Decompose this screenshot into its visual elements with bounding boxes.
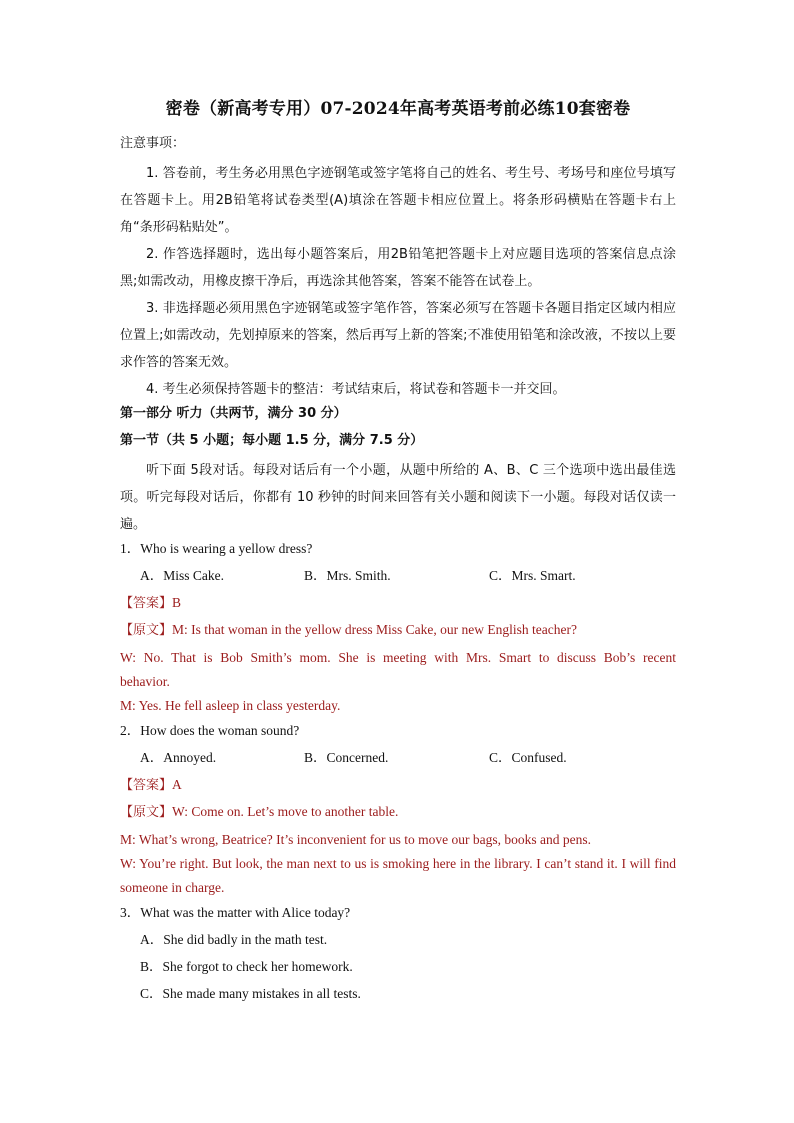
- question-options-1: [120, 565, 676, 592]
- transcript-label: 【原文】: [120, 805, 173, 820]
- option-c: C．Mrs. Smart.: [489, 568, 576, 583]
- part-heading: 第一部分 听力（共两节，满分 30 分）: [120, 406, 347, 421]
- question-stem-3: 3．What was the matter with Alice today?: [120, 905, 351, 920]
- option-b: B．Concerned.: [304, 750, 389, 765]
- note-item-2: 2. 作答选择题时，选出每小题答案后，用2B铅笔把答题卡上对应题目选项的答案信息点涂黑;如需改动，用橡皮擦干净后，再选涂其他答案，答案不能答在试卷上。: [120, 247, 676, 289]
- answer-label: 【答案】: [120, 596, 173, 611]
- listening-instructions: 听下面 5段对话。每段对话后有一个小题，从题中所给的 A、B、C 三个选项中选出最佳选项。听完每段对话后，你都有 10 秒钟的时间来回答有关小题和阅读下一小题。每段对话仅读一遍。: [120, 463, 676, 532]
- answer-line-1: [120, 592, 676, 619]
- option-b: B．She forgot to check her homework.: [140, 959, 353, 974]
- transcript-text: M: What’s wrong, Beatrice? It’s inconvenient for us to move our bags, books and pens.: [120, 832, 592, 847]
- transcript-text: W: You’re right. But look, the man next to us is smoking here in the library. I can’t stand it. I will find someone in charge.: [120, 856, 676, 895]
- note-item-1: 1. 答卷前，考生务必用黑色字迹钢笔或签字笔将自己的姓名、考生号、考场号和座位号填写在答题卡上。用2B铅笔将试卷类型(A)填涂在答题卡相应位置上。将条形码横贴在答题卡右上角“条形码粘贴处”。: [120, 166, 676, 235]
- option-c: C．Confused.: [489, 750, 567, 765]
- question-options-2: [120, 747, 676, 774]
- transcript-text: W: Come on. Let’s move to another table.: [172, 804, 399, 819]
- answer-line-2: [120, 774, 676, 801]
- note-item-3: 3. 非选择题必须用黑色字迹钢笔或签字笔作答，答案必须写在答题卡各题目指定区域内相应位置上;如需改动，先划掉原来的答案，然后再写上新的答案;不准使用铅笔和涂改液，不按以上要求作答的答案无效。: [120, 301, 676, 370]
- answer-value: B: [172, 595, 182, 610]
- document-body: [120, 133, 676, 1010]
- transcript-label: 【原文】: [120, 623, 173, 638]
- transcript-text: M: Yes. He fell asleep in class yesterday.: [120, 698, 341, 713]
- notes-heading: 注意事项：: [120, 136, 186, 151]
- transcript-text: M: Is that woman in the yellow dress Miss Cake, our new English teacher?: [172, 622, 577, 637]
- option-a: A．Annoyed.: [140, 750, 217, 765]
- answer-value: A: [172, 777, 182, 792]
- transcript-line-2: [120, 801, 676, 828]
- page-title: 密卷（新高考专用）07-2024年高考英语考前必练10套密卷: [165, 99, 631, 119]
- option-c: C．She made many mistakes in all tests.: [140, 986, 361, 1001]
- option-b: B．Mrs. Smith.: [304, 568, 391, 583]
- transcript-text: W: No. That is Bob Smith’s mom. She is meeting with Mrs. Smart to discuss Bob’s recent behavior.: [120, 650, 676, 689]
- option-a: A．She did badly in the math test.: [140, 932, 328, 947]
- option-a: A．Miss Cake.: [140, 568, 224, 583]
- note-item-4: 4. 考生必须保持答题卡的整洁：考试结束后，将试卷和答题卡一并交回。: [146, 382, 566, 397]
- answer-label: 【答案】: [120, 778, 173, 793]
- question-stem-1: 1．Who is wearing a yellow dress?: [120, 541, 313, 556]
- question-stem-2: 2．How does the woman sound?: [120, 723, 300, 738]
- section-heading: 第一节（共 5 小题；每小题 1.5 分，满分 7.5 分）: [120, 433, 424, 448]
- transcript-line-1: [120, 619, 676, 646]
